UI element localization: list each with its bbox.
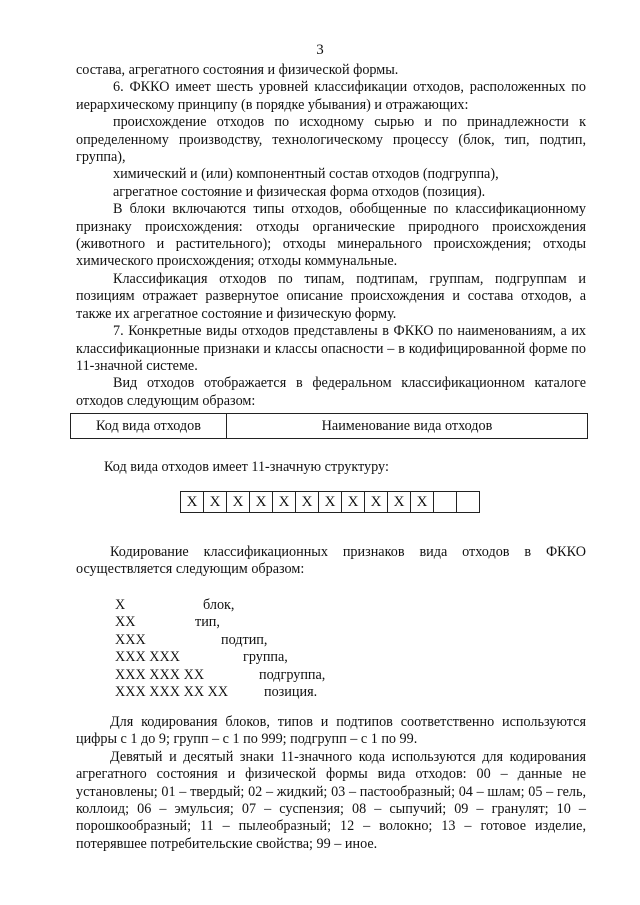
paragraph: Классификация отходов по типам, подтипам, группам, подгруппам и позициям отражает развернутое описание происхождения и состава отходов, а также их агрегатное состояние и физическую форму.: [76, 270, 586, 322]
code-cell: [433, 492, 456, 512]
code-level-code: XXX XXX XX: [115, 666, 205, 683]
code-level-code: X: [115, 597, 126, 613]
code-cell: [456, 492, 479, 512]
header-name-cell: Наименование вида отходов: [227, 414, 588, 439]
code-cell: X: [226, 492, 249, 512]
page-number: 3: [316, 42, 324, 58]
code-cell: X: [295, 492, 318, 512]
code-cell: X: [410, 492, 433, 512]
code-cell: X: [186, 494, 198, 510]
code-cell: X: [387, 492, 410, 512]
header-code-cell: Код вида отходов: [71, 414, 227, 439]
structure-label: Код вида отходов имеет 11-значную структуру:: [104, 459, 389, 475]
code-cell: X: [272, 492, 295, 512]
code-cell: X: [318, 492, 341, 512]
paragraph: Вид отходов отображается в федеральном классификационном каталоге отходов следующим образом:: [76, 375, 586, 409]
code-level-code: XX: [115, 614, 136, 631]
code-level-name: группа,: [243, 649, 288, 666]
paragraph: химический и (или) компонентный состав отходов (подгруппа),: [113, 166, 499, 183]
code-level-name: подгруппа,: [259, 666, 326, 683]
body-text-top: [76, 62, 586, 410]
code-cell: X: [249, 492, 272, 512]
paragraph: 6. ФККО имеет шесть уровней классификации отходов, расположенных по иерархическому принципу (в порядке убывания) и отражающих:: [76, 79, 586, 113]
paragraph: Девятый и десятый знаки 11-значного кода используются для кодирования агрегатного состояния и физической формы вида отходов: 00 – данные не установлены; 01 – твердый; 02 – жидкий; 03 – пастообразный; 04 – шлам; 05 – гель, коллоид; 06 – эмульсия; 07 – суспензия; 08 – сыпучий; 09 – гранулят; 10 – порошкообразный; 11 – пылеобразный; 12 – волокно; 13 – готовое изделие, потерявшее потребительские свойства; 99 – иное.: [76, 748, 586, 852]
code-level-name: позиция.: [264, 683, 318, 700]
code-cell: X: [341, 492, 364, 512]
code-cell: X: [364, 492, 387, 512]
code-structure-cells: [180, 491, 480, 513]
paragraph: 7. Конкретные виды отходов представлены в ФККО по наименованиям, а их классификационные признаки и классы опасности – в кодифицированной форме по 11-значной системе.: [76, 323, 586, 374]
code-level-code: XXX XXX: [115, 649, 181, 666]
paragraph: состава, агрегатного состояния и физической формы.: [76, 62, 399, 78]
code-level-name: подтип,: [221, 631, 268, 648]
code-level-code: XXX: [115, 631, 146, 648]
code-level-name: тип,: [195, 614, 220, 631]
coding-paragraph: Кодирование классификационных признаков вида отходов в ФККО осуществляется следующим образом:: [76, 544, 586, 578]
paragraph: В блоки включаются типы отходов, обобщенные по классификационному признаку происхождения: отходы органические природного происхождения (животного и растительного); отходы минерального происхождения; отходы химического происхождения; отходы коммунальные.: [76, 201, 586, 270]
paragraph: Для кодирования блоков, типов и подтипов соответственно используются цифры с 1 до 9; групп – с 1 по 999; подгрупп – с 1 по 99.: [76, 714, 586, 748]
waste-code-header-table: [70, 413, 588, 439]
code-level-code: XXX XXX XX XX: [115, 683, 229, 700]
code-level-name: блок,: [203, 597, 235, 613]
paragraph: агрегатное состояние и физическая форма отходов (позиция).: [113, 183, 486, 200]
body-text-bottom: [76, 714, 586, 853]
paragraph: происхождение отходов по исходному сырью и по принадлежности к определенному производству, технологическому процессу (блок, тип, подтип, группа),: [76, 114, 586, 166]
code-cell: X: [203, 492, 226, 512]
